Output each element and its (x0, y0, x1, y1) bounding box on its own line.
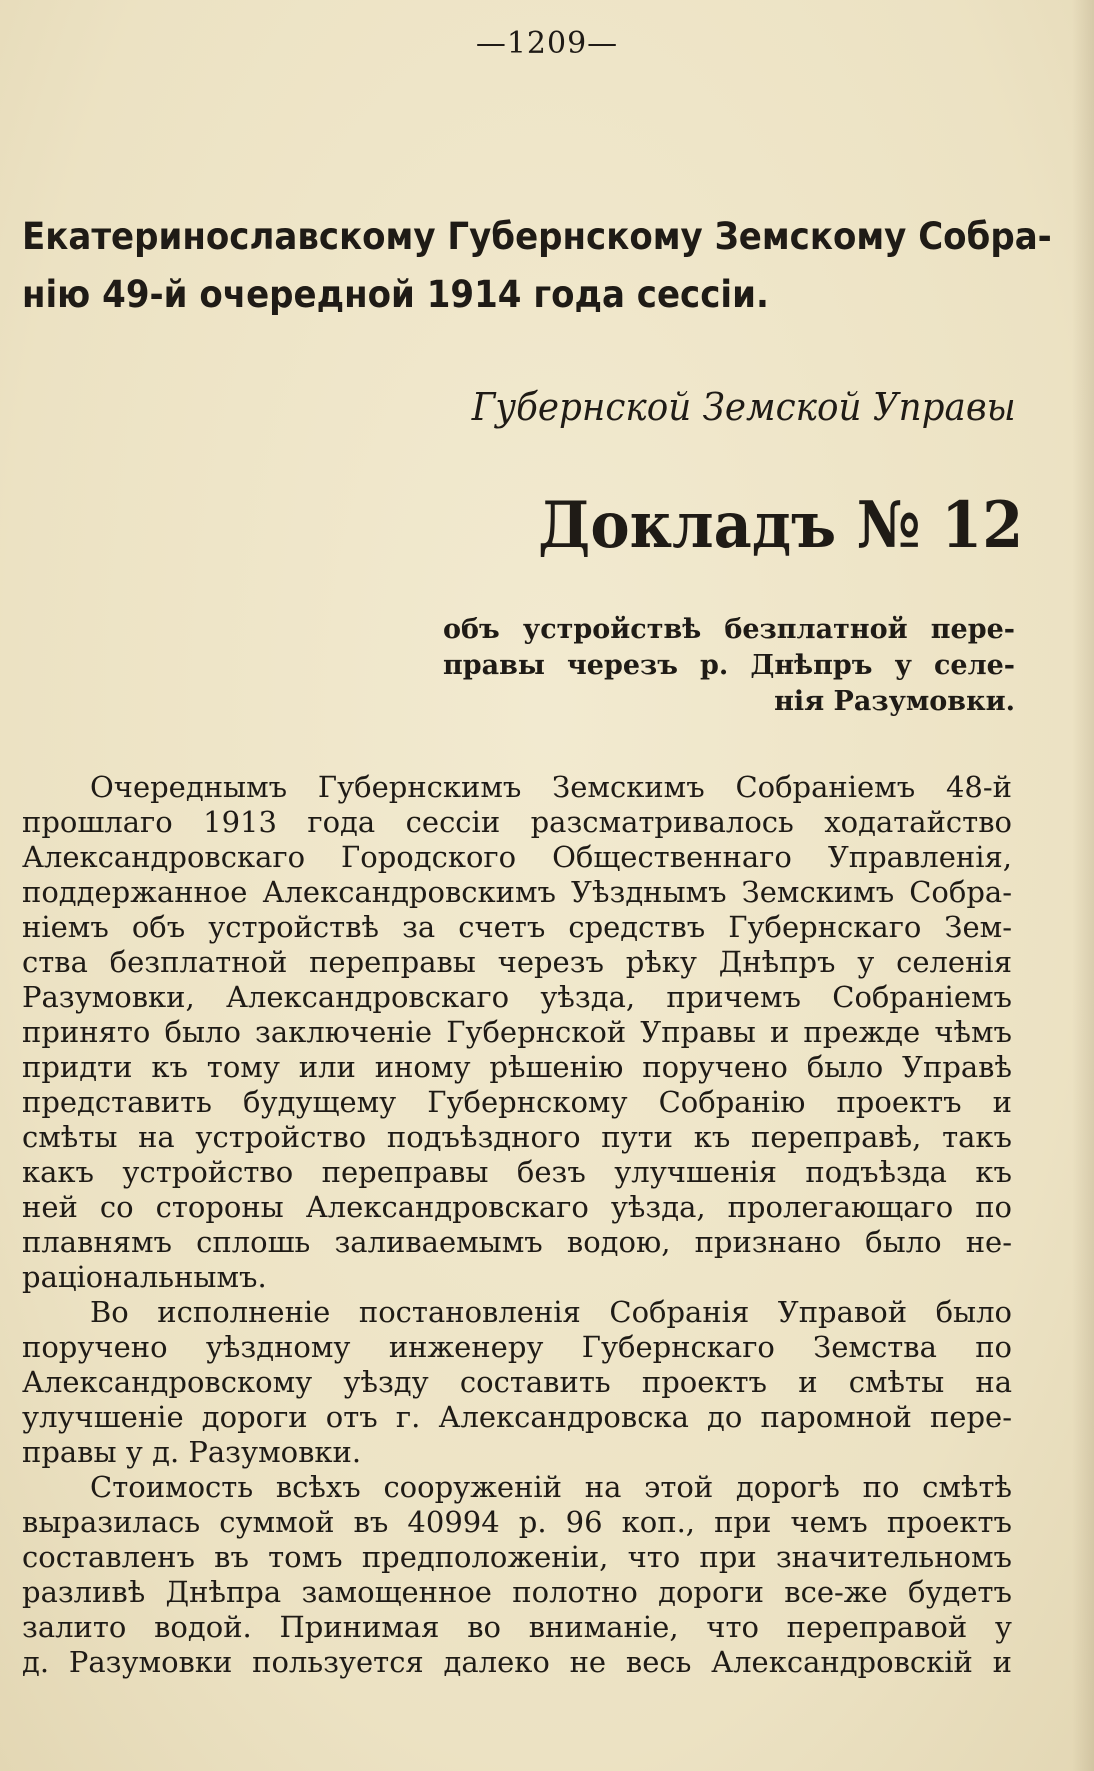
body-line: Александровскому уѣзду составить проектъ и смѣты на (22, 1365, 1012, 1399)
document-heading (22, 208, 1052, 324)
body-line: какъ устройство переправы безъ улучшенія подъѣзда къ (22, 1155, 1012, 1189)
body-line: Стоимость всѣхъ сооруженій на этой дорогѣ по смѣтѣ (90, 1470, 1012, 1504)
report-subject (443, 612, 1015, 720)
body-line: Александровскаго Городского Общественнаго Управленія, (22, 840, 1012, 874)
body-line: выразилась суммой въ 40994 р. 96 коп., при чемъ проектъ (22, 1505, 1012, 1539)
body-line: ства безплатной переправы черезъ рѣку Днѣпръ у селенія (22, 945, 1012, 979)
body-line: ніемъ объ устройствѣ за счетъ средствъ Губернскаго Зем- (22, 910, 1012, 944)
page-number: —1209— (475, 26, 619, 61)
body-line: поддержанное Александровскимъ Уѣзднымъ Земскимъ Собра- (22, 875, 1012, 909)
body-line: плавнямъ сплошь заливаемымъ водою, признано было не- (22, 1225, 1012, 1259)
body-line: залито водой. Принимая во вниманіе, что переправой у (22, 1610, 1012, 1644)
body-line: представить будущему Губернскому Собранію проектъ и (22, 1085, 1012, 1119)
body-line: Разумовки, Александровскаго уѣзда, причемъ Собраніемъ (22, 980, 1012, 1014)
body-line: принято было заключеніе Губернской Управы и прежде чѣмъ (22, 1015, 1012, 1049)
body-line: поручено уѣздному инженеру Губернскаго Земства по (22, 1330, 1012, 1364)
body-line: разливѣ Днѣпра замощенное полотно дороги все-же будетъ (22, 1575, 1012, 1609)
body-line: смѣты на устройство подъѣздного пути къ переправѣ, такъ (22, 1120, 1012, 1154)
heading-line: Екатеринославскому Губернскому Земскому Собра- (22, 215, 1052, 258)
body-line: улучшеніе дороги отъ г. Александровска до паромной пере- (22, 1400, 1012, 1434)
authority-line: Губернской Земской Управы (472, 385, 1016, 429)
body-line: придти къ тому или иному рѣшенію поручено было Управѣ (22, 1050, 1012, 1084)
subject-line: нія Разумовки. (774, 686, 1015, 717)
body-line: раціональнымъ. (22, 1260, 267, 1294)
body-text (22, 770, 1012, 1680)
body-line: составленъ въ томъ предположеніи, что при значительномъ (22, 1540, 1012, 1574)
body-line: ней со стороны Александровскаго уѣзда, пролегающаго по (22, 1190, 1012, 1224)
body-line: прошлаго 1913 года сессіи разсматривалось ходатайство (22, 805, 1012, 839)
heading-line: нію 49-й очередной 1914 года сессіи. (22, 273, 769, 316)
subject-line: объ устройствѣ безплатной пере- (443, 614, 1015, 645)
report-title: Докладъ № 12 (538, 488, 1024, 563)
body-line: Очереднымъ Губернскимъ Земскимъ Собраніемъ 48-й (90, 770, 1012, 804)
subject-line: правы черезъ р. Днѣпръ у селе- (443, 650, 1015, 681)
body-line: д. Разумовки пользуется далеко не весь Александровскій и (22, 1645, 1012, 1679)
page-spine-shadow (1072, 0, 1094, 1771)
body-line: правы у д. Разумовки. (22, 1435, 362, 1469)
body-line: Во исполненіе постановленія Собранія Управой было (90, 1295, 1012, 1329)
